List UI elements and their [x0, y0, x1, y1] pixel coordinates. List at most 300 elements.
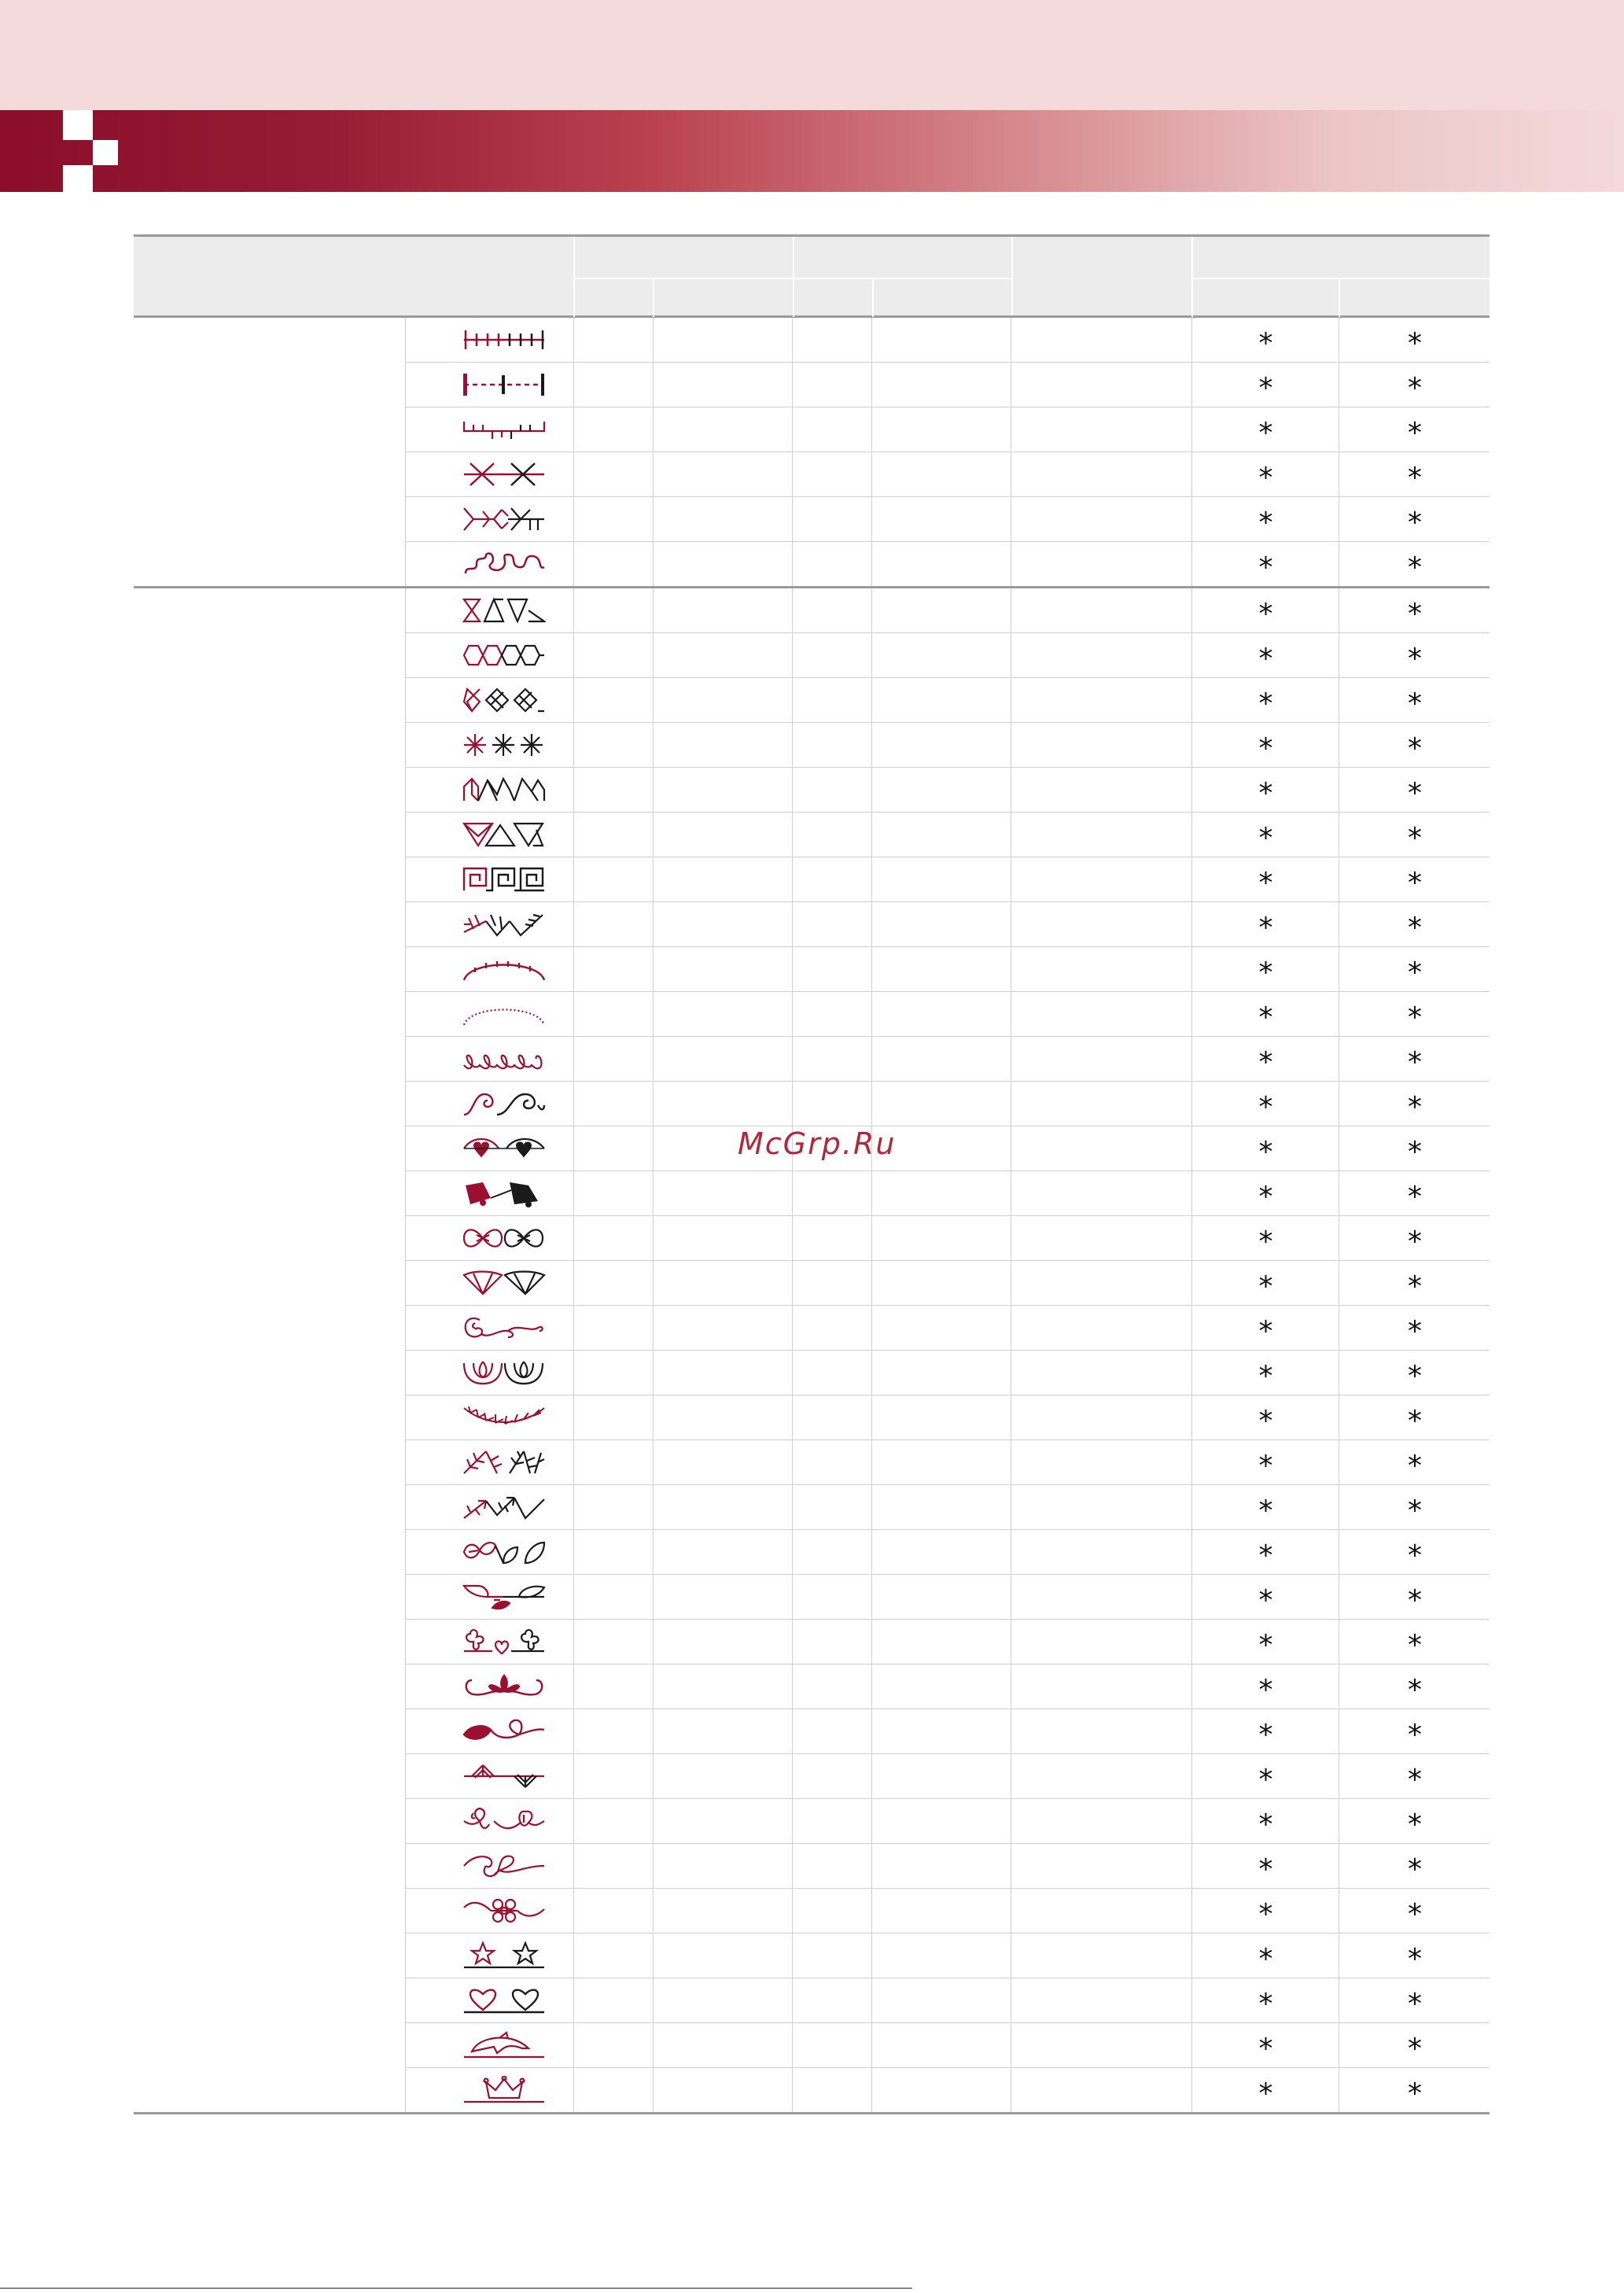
asterisk: *: [1408, 1584, 1422, 1617]
asterisk: *: [1408, 1898, 1422, 1930]
clover-hearts-stitch-icon: [462, 1628, 546, 1656]
asterisk: *: [1408, 1181, 1422, 1213]
eye-hearts-stitch-icon: [462, 1134, 546, 1163]
cell: [1011, 1126, 1192, 1170]
cell: [792, 1261, 872, 1305]
asterisk: *: [1408, 1001, 1422, 1034]
cell: [653, 1440, 793, 1484]
fern-stitch-icon: [462, 1403, 546, 1432]
stitch-icon-cell: [405, 452, 573, 496]
asterisk: *: [1408, 1539, 1422, 1572]
asterisk: *: [1258, 2033, 1273, 2065]
cell: [653, 1082, 793, 1126]
ribbon-heart-stitch-icon: [462, 1852, 546, 1880]
cell: [1011, 678, 1192, 722]
stitch-group-2: [134, 588, 1490, 2114]
table-row: [405, 633, 1490, 678]
asterisk: *: [1408, 1360, 1422, 1392]
cell: [1339, 723, 1490, 767]
cell: [653, 723, 793, 767]
stitch-icon-cell: [405, 2068, 573, 2112]
cell: [653, 1216, 793, 1260]
table-row: [405, 1978, 1490, 2023]
cell: [1011, 318, 1192, 362]
asterisk: *: [1258, 507, 1273, 539]
cell: [792, 678, 872, 722]
asterisk: *: [1258, 1764, 1273, 1796]
checker-square: [63, 165, 93, 192]
cell: [1191, 1216, 1339, 1260]
cell: [792, 452, 872, 496]
stitch-icon-cell: [405, 1709, 573, 1753]
asterisk-stitch-icon: [462, 731, 546, 759]
cell: [871, 452, 1011, 496]
cell: [1011, 407, 1192, 452]
stitch-icon-cell: [405, 1037, 573, 1081]
table-row: [405, 1126, 1490, 1171]
cell: [1339, 363, 1490, 407]
cell: [871, 2068, 1011, 2112]
cell: [573, 1082, 654, 1126]
asterisk: *: [1258, 2077, 1273, 2110]
stitch-icon-cell: [405, 1306, 573, 1350]
cell: [871, 902, 1011, 946]
asterisk: *: [1258, 688, 1273, 720]
cell: [1191, 1709, 1339, 1753]
asterisk: *: [1408, 1495, 1422, 1527]
cell: [1011, 1395, 1192, 1440]
cell: [1339, 1485, 1490, 1529]
cell: [1339, 318, 1490, 362]
cell: [653, 1709, 793, 1753]
cell: [653, 633, 793, 677]
cell: [573, 1126, 654, 1170]
cell: [573, 2068, 654, 2112]
asterisk: *: [1258, 777, 1273, 809]
asterisk: *: [1408, 688, 1422, 720]
table-row: [405, 588, 1490, 633]
cell: [1339, 1889, 1490, 1933]
table-row: [405, 1754, 1490, 1799]
cell: [1339, 633, 1490, 677]
cell: [871, 1934, 1011, 1978]
asterisk: *: [1408, 1226, 1422, 1258]
cell: [573, 452, 654, 496]
table-header: [134, 234, 1490, 318]
cell: [1339, 1844, 1490, 1888]
table-row: [405, 1395, 1490, 1440]
header-sub-c1: [1191, 278, 1340, 317]
footer-rule: [0, 2287, 912, 2289]
cell: [871, 1485, 1011, 1529]
cell: [1191, 1934, 1339, 1978]
asterisk: *: [1408, 327, 1422, 359]
cell: [792, 1978, 872, 2022]
stitch-icon-cell: [405, 992, 573, 1036]
cell: [573, 1216, 654, 1260]
cell: [573, 1978, 654, 2022]
cell: [1339, 768, 1490, 812]
asterisk: *: [1408, 643, 1422, 675]
asterisk: *: [1408, 2033, 1422, 2065]
cell: [871, 1754, 1011, 1798]
cell: [653, 1934, 793, 1978]
cell: [1191, 452, 1339, 496]
table-row: [405, 1799, 1490, 1844]
stitch-table: [134, 234, 1490, 2114]
table-row: [405, 1844, 1490, 1889]
cell: [653, 2023, 793, 2067]
watermark: McGrp.Ru: [738, 1126, 897, 1161]
table-row: [405, 857, 1490, 902]
table-row: [405, 1306, 1490, 1351]
cell: [573, 1799, 654, 1843]
cell: [792, 1620, 872, 1664]
cell: [573, 1664, 654, 1709]
cell: [573, 1530, 654, 1574]
cell: [573, 1844, 654, 1888]
cell: [792, 1440, 872, 1484]
cell: [1191, 497, 1339, 541]
serpentine-stitch-icon: [462, 550, 546, 578]
cell: [573, 542, 654, 586]
leaf-pairs-stitch-icon: [462, 1538, 546, 1566]
cell: [1339, 2023, 1490, 2067]
cell: [1339, 1037, 1490, 1081]
cell: [1339, 1530, 1490, 1574]
cell: [1191, 407, 1339, 452]
asterisk: *: [1408, 372, 1422, 404]
asterisk: *: [1408, 507, 1422, 539]
cell: [1339, 497, 1490, 541]
cell: [871, 1799, 1011, 1843]
cell: [1191, 1799, 1339, 1843]
cell: [792, 1530, 872, 1574]
cell: [573, 1261, 654, 1305]
asterisk: *: [1258, 1270, 1273, 1303]
cell: [1011, 1171, 1192, 1215]
cell: [1011, 1037, 1192, 1081]
cell: [792, 768, 872, 812]
asterisk: *: [1408, 598, 1422, 630]
cell: [1191, 1530, 1339, 1574]
cell: [1339, 407, 1490, 452]
comb-stitch-icon: [462, 415, 546, 444]
table-row: [405, 1575, 1490, 1620]
dolphin-stitch-icon: [462, 2031, 546, 2059]
stitch-icon-cell: [405, 1216, 573, 1260]
cell: [1011, 2068, 1192, 2112]
cell: [1339, 1620, 1490, 1664]
cell: [871, 1261, 1011, 1305]
cell: [653, 1575, 793, 1619]
asterisk: *: [1258, 1988, 1273, 2020]
cell: [871, 1978, 1011, 2022]
table-row: [405, 723, 1490, 768]
cell: [792, 902, 872, 946]
cell: [792, 1844, 872, 1888]
feather-slash-stitch-icon: [462, 910, 546, 938]
header-sub-a2: [653, 278, 794, 317]
cell: [871, 1351, 1011, 1395]
asterisk: *: [1408, 732, 1422, 765]
cell: [653, 768, 793, 812]
asterisk: *: [1258, 1943, 1273, 1975]
arrows-stitch-icon: [462, 1493, 546, 1521]
cell: [1191, 588, 1339, 632]
branch-cross-stitch-icon: [462, 505, 546, 533]
cell: [573, 633, 654, 677]
header-sub-b2: [872, 278, 1013, 317]
table-row: [405, 678, 1490, 723]
cell: [1191, 992, 1339, 1036]
cell: [1011, 452, 1192, 496]
cell: [1191, 947, 1339, 991]
stitch-icon-cell: [405, 1261, 573, 1305]
cell: [871, 588, 1011, 632]
table-row: [405, 542, 1490, 586]
cell: [792, 1799, 872, 1843]
cell: [1191, 1082, 1339, 1126]
cell: [1191, 318, 1339, 362]
asterisk: *: [1258, 327, 1273, 359]
stitch-icon-cell: [405, 1620, 573, 1664]
cell: [871, 1216, 1011, 1260]
cell: [1191, 1978, 1339, 2022]
cell: [871, 407, 1011, 452]
leaf-swirl-stitch-icon: [462, 1717, 546, 1746]
cell: [1339, 1709, 1490, 1753]
cell: [653, 318, 793, 362]
cell: [573, 723, 654, 767]
cell: [792, 1395, 872, 1440]
cell: [1339, 452, 1490, 496]
cell: [1339, 1575, 1490, 1619]
cell: [1339, 1978, 1490, 2022]
asterisk: *: [1408, 1315, 1422, 1347]
asterisk: *: [1258, 1898, 1273, 1930]
table-row: [405, 1216, 1490, 1261]
table-row: [405, 452, 1490, 497]
asterisk: *: [1408, 2077, 1422, 2110]
stars-stitch-icon: [462, 1941, 546, 1970]
stitch-icon-cell: [405, 1530, 573, 1574]
cell: [871, 857, 1011, 901]
cell: [792, 947, 872, 991]
cell: [792, 1216, 872, 1260]
cell: [1191, 1306, 1339, 1350]
asterisk: *: [1408, 1853, 1422, 1886]
asterisk: *: [1408, 1719, 1422, 1751]
asterisk: *: [1408, 1136, 1422, 1168]
scrolls-stitch-icon: [462, 1314, 546, 1342]
cell: [871, 1530, 1011, 1574]
cell: [653, 1978, 793, 2022]
cell: [573, 768, 654, 812]
cell: [573, 363, 654, 407]
cell: [871, 1620, 1011, 1664]
cell: [871, 1664, 1011, 1709]
asterisk: *: [1258, 822, 1273, 854]
cell: [653, 2068, 793, 2112]
asterisk: *: [1258, 1046, 1273, 1078]
asterisk: *: [1258, 1226, 1273, 1258]
cell: [573, 1709, 654, 1753]
cell: [573, 813, 654, 857]
cell: [871, 992, 1011, 1036]
cell: [573, 1351, 654, 1395]
table-row: [405, 1261, 1490, 1306]
cell: [871, 1037, 1011, 1081]
stitch-icon-cell: [405, 407, 573, 452]
cell: [1011, 1754, 1192, 1798]
cell: [573, 1306, 654, 1350]
asterisk: *: [1408, 1808, 1422, 1841]
asterisk: *: [1258, 1181, 1273, 1213]
cell: [1011, 768, 1192, 812]
cell: [653, 588, 793, 632]
asterisk: *: [1258, 957, 1273, 989]
cell: [871, 633, 1011, 677]
stitch-icon-cell: [405, 1171, 573, 1215]
cell: [1339, 1395, 1490, 1440]
cell: [653, 1664, 793, 1709]
cell: [1011, 1575, 1192, 1619]
cell: [1011, 1620, 1192, 1664]
asterisk: *: [1408, 1629, 1422, 1661]
cell: [792, 2068, 872, 2112]
cell: [1011, 542, 1192, 586]
waves-stitch-icon: [462, 1089, 546, 1118]
cell: [653, 1844, 793, 1888]
cell: [1191, 542, 1339, 586]
cell: [653, 857, 793, 901]
cell: [1011, 723, 1192, 767]
cell: [1011, 1351, 1192, 1395]
stitch-group-1: [134, 318, 1490, 588]
cell: [573, 1754, 654, 1798]
cell: [573, 1485, 654, 1529]
cell: [653, 1799, 793, 1843]
cell: [792, 1934, 872, 1978]
cell: [792, 318, 872, 362]
cell: [1191, 633, 1339, 677]
asterisk: *: [1408, 417, 1422, 449]
cell: [871, 1575, 1011, 1619]
cell: [653, 1351, 793, 1395]
table-row: [405, 2068, 1490, 2112]
asterisk: *: [1258, 417, 1273, 449]
cell: [871, 1395, 1011, 1440]
cell: [792, 1889, 872, 1933]
bows-stitch-icon: [462, 1224, 546, 1252]
asterisk: *: [1258, 1584, 1273, 1617]
asterisk: *: [1258, 1674, 1273, 1706]
stitch-icon-cell: [405, 1844, 573, 1888]
group-label-cell: [134, 318, 406, 586]
stitch-icon-cell: [405, 633, 573, 677]
bells-stitch-icon: [462, 1179, 546, 1207]
cross-stitch-icon: [462, 460, 546, 488]
cell: [871, 318, 1011, 362]
cell: [1011, 1530, 1192, 1574]
straight-bar-stitch-icon: [462, 326, 546, 354]
cell: [653, 1037, 793, 1081]
cell: [792, 497, 872, 541]
cell: [1011, 1440, 1192, 1484]
dotted-arc-stitch-icon: [462, 1000, 546, 1028]
cell: [1191, 1440, 1339, 1484]
cell: [653, 1171, 793, 1215]
asterisk: *: [1408, 777, 1422, 809]
cell: [792, 1082, 872, 1126]
cell: [792, 1037, 872, 1081]
cell: [1339, 992, 1490, 1036]
cell: [573, 1171, 654, 1215]
table-row: [405, 1889, 1490, 1934]
stitch-icon-cell: [405, 1082, 573, 1126]
cell: [871, 947, 1011, 991]
cell: [1191, 813, 1339, 857]
cell: [1339, 902, 1490, 946]
stitch-icon-cell: [405, 947, 573, 991]
cell: [653, 1620, 793, 1664]
cell: [1339, 1440, 1490, 1484]
dashed-bar-stitch-icon: [462, 370, 546, 399]
cell: [653, 542, 793, 586]
cell: [871, 1082, 1011, 1126]
cell: [1339, 1171, 1490, 1215]
cell: [1011, 992, 1192, 1036]
cell: [792, 857, 872, 901]
cell: [1011, 1934, 1192, 1978]
cell: [653, 1530, 793, 1574]
cell: [653, 407, 793, 452]
cell: [871, 1440, 1011, 1484]
cell: [1191, 857, 1339, 901]
tulips-stitch-icon: [462, 1358, 546, 1387]
asterisk: *: [1408, 1046, 1422, 1078]
cell: [573, 992, 654, 1036]
asterisk: *: [1408, 822, 1422, 854]
crown-stitch-icon: [462, 2076, 546, 2104]
cell: [1339, 1216, 1490, 1260]
cell: [792, 588, 872, 632]
cell: [1191, 1395, 1339, 1440]
cell: [1011, 497, 1192, 541]
cell: [792, 633, 872, 677]
cell: [871, 363, 1011, 407]
stitch-icon-cell: [405, 678, 573, 722]
asterisk: *: [1258, 1629, 1273, 1661]
asterisk: *: [1258, 1360, 1273, 1392]
header-sub-b1: [793, 278, 874, 317]
asterisk: *: [1258, 372, 1273, 404]
cell: [653, 452, 793, 496]
cell: [1011, 588, 1192, 632]
asterisk: *: [1408, 1988, 1422, 2020]
stitch-icon-cell: [405, 1575, 573, 1619]
cell: [653, 813, 793, 857]
cell: [1339, 1754, 1490, 1798]
cell: [653, 1261, 793, 1305]
cell: [1011, 947, 1192, 991]
cell: [871, 1171, 1011, 1215]
cell: [871, 497, 1011, 541]
cell: [1011, 1664, 1192, 1709]
table-row: [405, 1530, 1490, 1575]
cell: [871, 2023, 1011, 2067]
